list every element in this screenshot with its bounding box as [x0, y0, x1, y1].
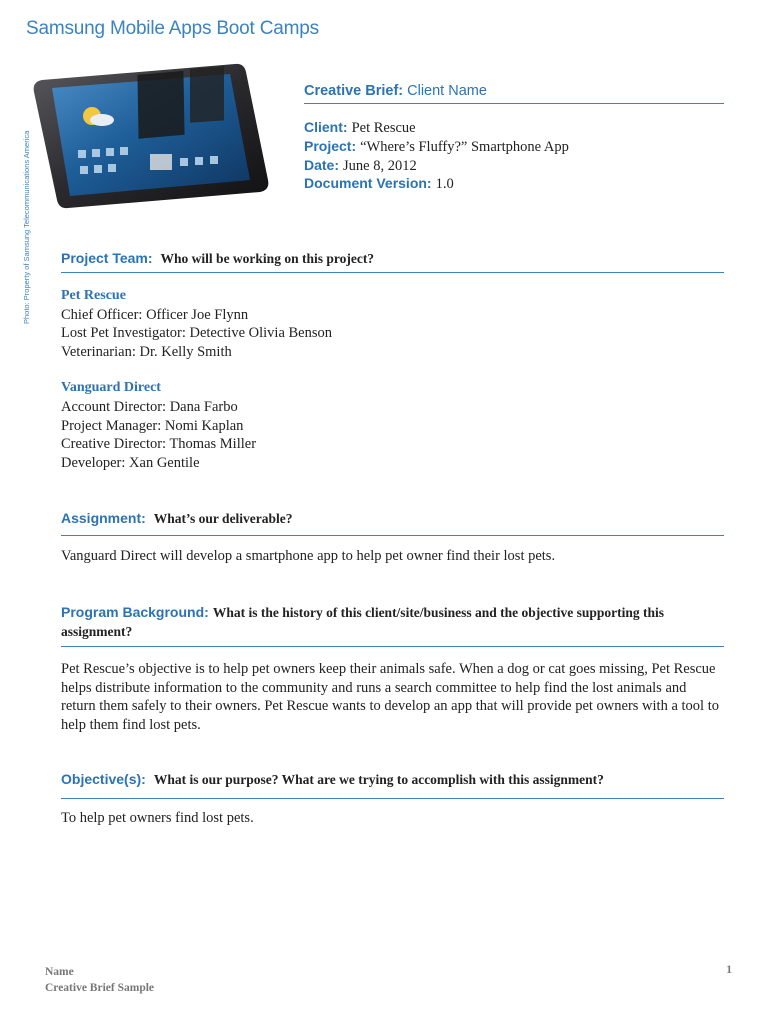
tablet-photo: [30, 58, 270, 210]
team-member: Account Director: Dana Farbo: [61, 398, 238, 415]
client-label: Client:: [304, 119, 348, 135]
project-line: [304, 138, 569, 156]
team-group-title: Vanguard Direct: [61, 380, 161, 396]
section-label: Project Team:: [61, 250, 153, 266]
header-rule: [304, 103, 724, 104]
project-label: Project:: [304, 138, 357, 154]
version-value: 1.0: [435, 176, 454, 192]
project-team-heading: [61, 250, 374, 268]
section-question: What’s our deliverable?: [153, 511, 293, 526]
section-rule: [61, 535, 724, 536]
client-line: [304, 119, 416, 137]
document-title: Samsung Mobile Apps Boot Camps: [26, 18, 319, 39]
page-number: 1: [726, 964, 732, 976]
team-member: Chief Officer: Officer Joe Flynn: [61, 306, 249, 323]
photo-credit: Photo: Property of Samsung Telecommunications America: [22, 130, 31, 324]
date-value: June 8, 2012: [343, 158, 417, 174]
team-member: Project Manager: Nomi Kaplan: [61, 417, 244, 434]
objective-text: To help pet owners find lost pets.: [61, 810, 254, 826]
assignment-text: Vanguard Direct will develop a smartphone app to help pet owner find their lost pets.: [61, 548, 556, 564]
section-question: What is the history of this client/site/business and the objective supporting this assignment?: [61, 605, 664, 639]
team-member: Lost Pet Investigator: Detective Olivia Benson: [61, 325, 333, 342]
section-label: Program Background:: [61, 604, 209, 620]
section-label: Objective(s):: [61, 771, 146, 787]
version-label: Document Version:: [304, 175, 432, 191]
assignment-heading: [61, 510, 293, 528]
background-text: Pet Rescue’s objective is to help pet owners keep their animals safe. When a dog or cat goes missing, Pet Rescue helps distribute information to the community and runs a search committee to help find the lost animals and return them safely to their owners. Pet Rescue wants to develop an app that will provide pet owners with a tool to help them find lost pets.: [61, 661, 719, 733]
section-question: Who will be working on this project?: [160, 251, 375, 266]
creative-brief-label: Creative Brief:: [304, 83, 404, 99]
footer-doc-title: Creative Brief Sample: [45, 982, 155, 994]
team-member: Creative Director: Thomas Miller: [61, 436, 257, 453]
version-line: [304, 175, 454, 193]
footer-name: Name: [45, 966, 74, 978]
team-member: Veterinarian: Dr. Kelly Smith: [61, 343, 232, 360]
team-group-title: Pet Rescue: [61, 288, 126, 303]
team-list: [61, 287, 332, 472]
team-member: Developer: Xan Gentile: [61, 454, 200, 471]
client-name-placeholder: Client Name: [407, 83, 487, 99]
section-label: Assignment:: [61, 510, 146, 526]
creative-brief-heading: [304, 82, 487, 100]
date-line: [304, 157, 417, 175]
client-value: Pet Rescue: [351, 120, 416, 136]
background-heading: [61, 603, 724, 641]
footer-info: [45, 964, 154, 996]
date-label: Date:: [304, 157, 340, 173]
section-question: What is our purpose? What are we trying to accomplish with this assignment?: [153, 772, 604, 787]
objective-heading: [61, 771, 604, 789]
section-rule: [61, 798, 724, 799]
section-rule: [61, 646, 724, 647]
project-value: “Where’s Fluffy?” Smartphone App: [360, 139, 569, 155]
section-rule: [61, 272, 724, 273]
